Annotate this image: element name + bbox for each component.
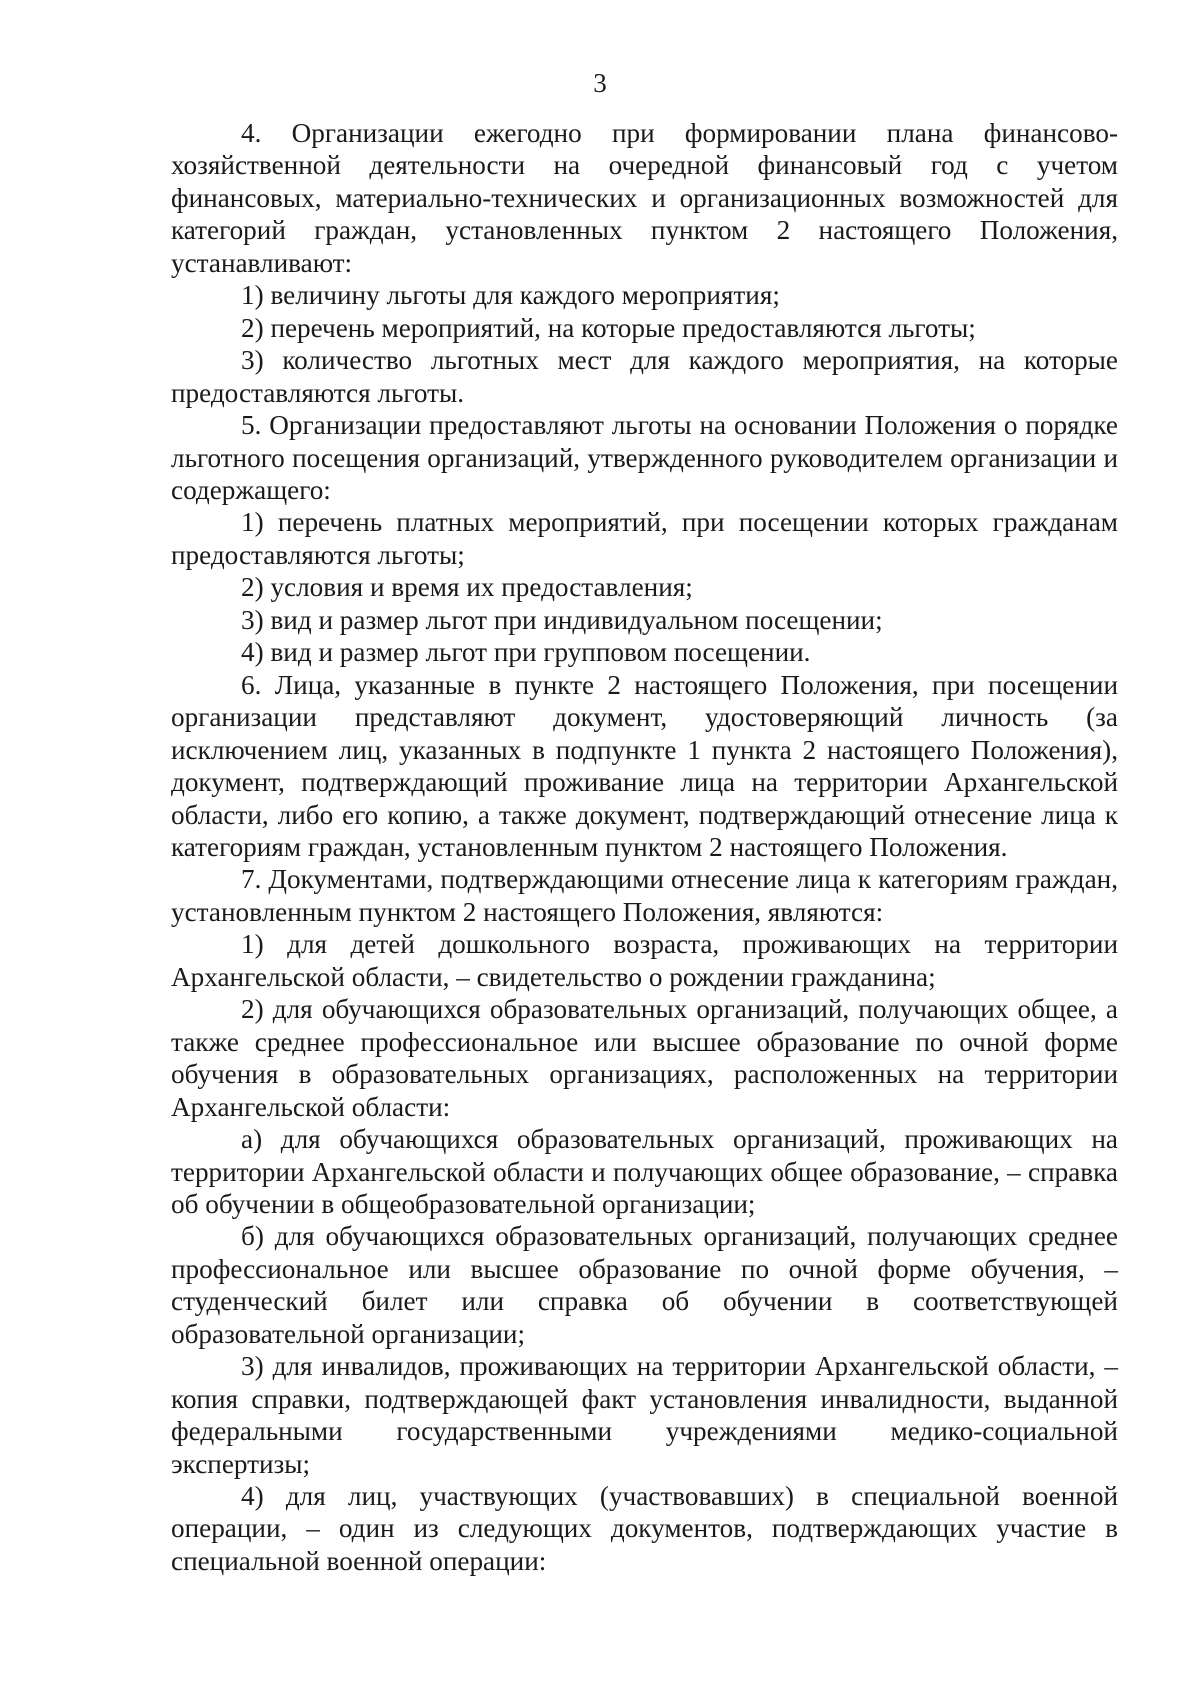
paragraph-7-item-1: 1) для детей дошкольного возраста, проживающих на территории Архангельской области, – свидетельство о рождении гражданина;: [171, 929, 1118, 992]
paragraph-5-item-2: 2) условия и время их предоставления;: [241, 572, 693, 603]
paragraph-4-item-3: 3) количество льготных мест для каждого мероприятия, на которые предоставляются льготы.: [171, 345, 1118, 408]
document-body: [171, 117, 1118, 1577]
paragraph-5: 5. Организации предоставляют льготы на основании Положения о порядке льготного посещения организаций, утвержденного руководителем организации и содержащего:: [171, 410, 1118, 505]
paragraph-4: 4. Организации ежегодно при формировании плана финансово-хозяйственной деятельности на очередной финансовый год с учетом финансовых, материально-технических и организационных возможностей для категорий граждан, установленных пунктом 2 настоящего Положения, устанавливают:: [171, 118, 1118, 278]
paragraph-7-item-2b: б) для обучающихся образовательных организаций, получающих среднее профессиональное или высшее образование по очной форме обучения, – студенческий билет или справка об обучении в соответствующей образовательной организации;: [171, 1221, 1118, 1349]
paragraph-4-item-1: 1) величину льготы для каждого мероприятия;: [241, 280, 780, 311]
page-number: 3: [593, 68, 607, 98]
paragraph-7-item-2: 2) для обучающихся образовательных организаций, получающих общее, а также среднее профессиональное или высшее образование по очной форме обучения в образовательных организациях, расположенных на территории Архангельской области:: [171, 994, 1118, 1122]
paragraph-5-item-3: 3) вид и размер льгот при индивидуальном посещении;: [241, 604, 883, 635]
paragraph-5-item-1: 1) перечень платных мероприятий, при посещении которых гражданам предоставляются льготы;: [171, 507, 1118, 570]
paragraph-6: 6. Лица, указанные в пункте 2 настоящего Положения, при посещении организации представляют документ, удостоверяющий личность (за исключением лиц, указанных в подпункте 1 пункта 2 настоящего Положения), документ, подтверждающий проживание лица на территории Архангельской области, либо его копию, а также документ, подтверждающий отнесение лица к категориям граждан, установленным пунктом 2 настоящего Положения.: [171, 669, 1118, 862]
paragraph-7: 7. Документами, подтверждающими отнесение лица к категориям граждан, установленным пунктом 2 настоящего Положения, являются:: [171, 864, 1118, 927]
paragraph-5-item-4: 4) вид и размер льгот при групповом посещении.: [241, 637, 811, 668]
paragraph-4-item-2: 2) перечень мероприятий, на которые предоставляются льготы;: [241, 312, 976, 343]
paragraph-7-item-2a: а) для обучающихся образовательных организаций, проживающих на территории Архангельской области и получающих общее образование, – справка об обучении в общеобразовательной организации;: [171, 1124, 1118, 1219]
paragraph-7-item-3: 3) для инвалидов, проживающих на территории Архангельской области, – копия справки, подтверждающей факт установления инвалидности, выданной федеральными государственными учреждениями медико-социальной экспертизы;: [171, 1351, 1118, 1479]
paragraph-7-item-4: 4) для лиц, участвующих (участвовавших) в специальной военной операции, – один из следующих документов, подтверждающих участие в специальной военной операции:: [171, 1481, 1118, 1576]
